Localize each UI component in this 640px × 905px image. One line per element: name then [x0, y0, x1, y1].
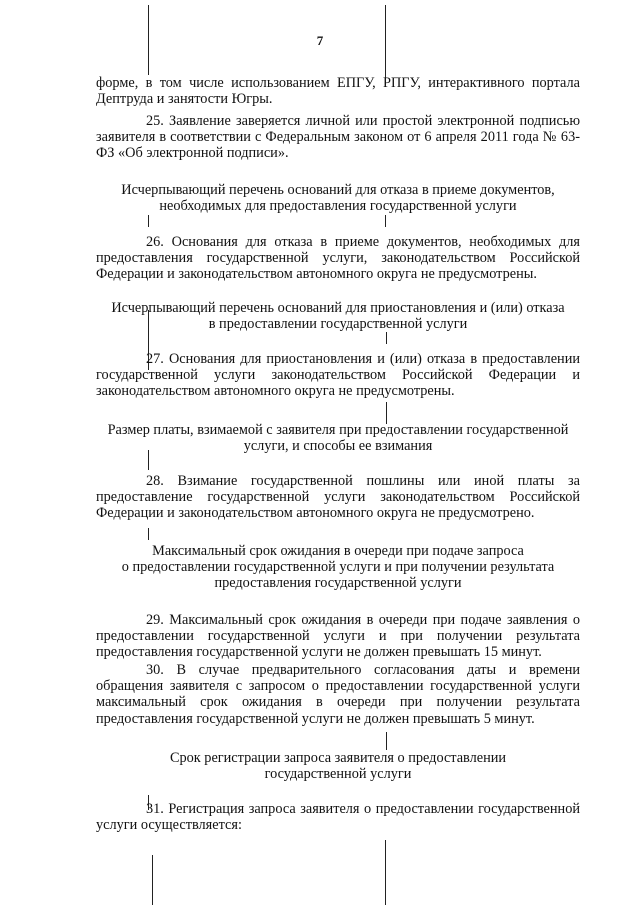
- heading-line: необходимых для предоставления государственной услуги: [159, 198, 517, 215]
- heading-line: в предоставлении государственной услуги: [208, 316, 468, 333]
- scan-line: [385, 840, 386, 905]
- section-heading-registration: [84, 750, 592, 782]
- scan-line: [148, 5, 149, 75]
- heading-line: Исчерпывающий перечень оснований для отказа в приеме документов,: [121, 182, 555, 198]
- paragraph-27: 27. Основания для приостановления и (или) отказа в предоставлении государственной услуги законодательством Российской Федерации и законодательством автономного округа не предусмотрены.: [96, 351, 580, 400]
- section-heading-suspension: [84, 300, 592, 332]
- paragraph-30: 30. В случае предварительного согласования даты и времени обращения заявителя с запросом о предоставлении государственной услуги максимальный срок ожидания в очереди при получении результата предоставления государственной услуги не должен превышать 5 минут.: [96, 662, 580, 727]
- scan-line: [386, 332, 387, 344]
- heading-line: о предоставлении государственной услуги и при получении результата: [121, 559, 555, 576]
- heading-line: Исчерпывающий перечень оснований для приостановления и (или) отказа: [111, 300, 565, 316]
- scan-line: [385, 215, 386, 227]
- heading-line: услуги, и способы ее взимания: [243, 438, 433, 455]
- section-heading-queue-time: [84, 543, 592, 592]
- paragraph-continuation: форме, в том числе использованием ЕПГУ, РПГУ, интерактивного портала Дептруда и занятости Югры.: [96, 75, 580, 108]
- heading-line: предоставления государственной услуги: [214, 575, 462, 592]
- paragraph-25: 25. Заявление заверяется личной или простой электронной подписью заявителя в соответствии с Федеральным законом от 6 апреля 2011 года № 63-ФЗ «Об электронной подписи».: [96, 113, 580, 162]
- section-heading-fee: [84, 422, 592, 454]
- paragraph-26: 26. Основания для отказа в приеме документов, необходимых для предоставления государственной услуги, законодательством Российской Федерации и законодательством автономного округа не предусмотрены.: [96, 234, 580, 283]
- heading-line: Срок регистрации запроса заявителя о предоставлении: [169, 750, 507, 766]
- scan-line: [152, 855, 153, 905]
- scan-line: [385, 5, 386, 85]
- paragraph-28: 28. Взимание государственной пошлины или иной платы за предоставление государственной услуги законодательством Российской Федерации и законодательством автономного округа не предусмотрено.: [96, 473, 580, 522]
- heading-line: Размер платы, взимаемой с заявителя при предоставлении государственной: [107, 422, 569, 438]
- heading-line: Максимальный срок ожидания в очереди при подаче запроса: [152, 543, 524, 559]
- heading-line: государственной услуги: [264, 766, 412, 783]
- scan-line: [148, 215, 149, 227]
- scan-line: [148, 528, 149, 540]
- page-number: 7: [316, 33, 324, 48]
- scan-line: [386, 732, 387, 750]
- paragraph-31: 31. Регистрация запроса заявителя о предоставлении государственной услуги осуществляется:: [96, 801, 580, 834]
- paragraph-29: 29. Максимальный срок ожидания в очереди при подаче заявления о предоставлении государственной услуги и при получении результата предоставления государственной услуги не должен превышать 15 минут.: [96, 612, 580, 661]
- section-heading-refusal-documents: [84, 182, 592, 214]
- scan-line: [386, 402, 387, 424]
